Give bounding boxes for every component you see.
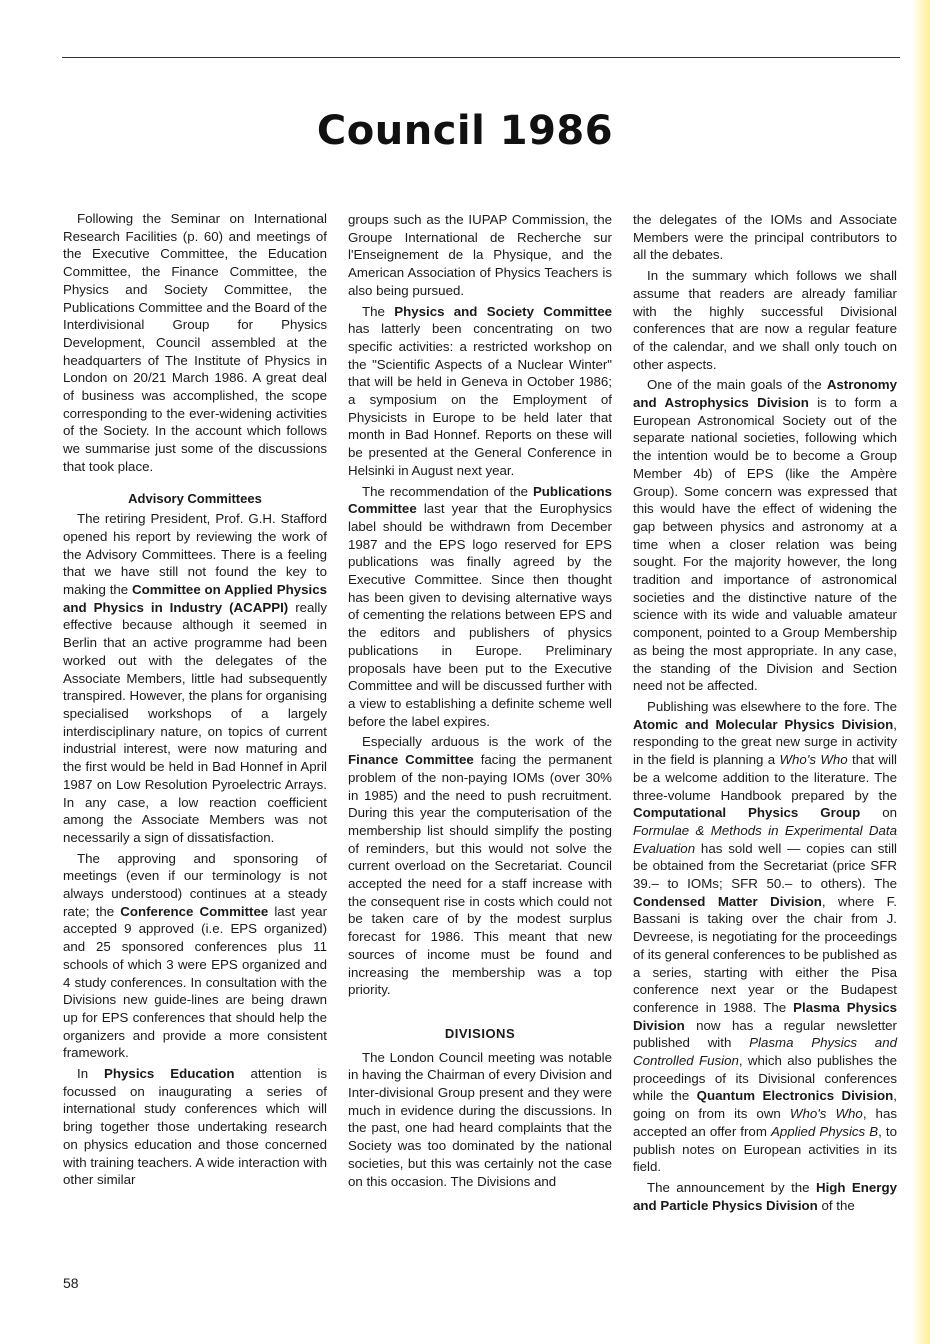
column-3 (633, 211, 897, 1217)
article-title: Council 1986 (316, 108, 614, 154)
paragraph: The approving and sponsoring of meetings (even if our terminology is not always understood) continues at a steady rate; the Conference Committee last year accepted 9 approved (i.e. EPS organized) and 25 sponsored conferences plus 11 schools of which 3 were EPS organized and 4 study conferences. In consultation with the Divisions new guide-lines are being drawn up for EPS conferences that should help the organizers and provide a more consistent framework. (63, 850, 327, 1061)
paragraph: The retiring President, Prof. G.H. Stafford opened his report by reviewing the work of the Advisory Committees. There is a feeling that we have still not found the key to making the Committee on Applied Physics and Physics in Industry (ACAPPI) really effective because although it seemed in Berlin that an active programme had been worked out with the delegates of the Associate Members, little had subsequently transpired. However, the plans for organising specialised workshops of a largely interdisciplinary nature, on topics of current industrial interest, were now maturing and the first would be held in Bad Honnef in April 1987 on Low Resolution Pyroelectric Arrays. In any case, a low reaction coefficient among the Associate Members was not necessarily a sign of dissatisfaction. (63, 511, 327, 845)
paragraph: groups such as the IUPAP Commission, the Groupe International de Recherche sur l'Enseignement de la Physique, and the American Association of Physics Teachers is also being pursued. (348, 212, 612, 298)
paragraph: The recommendation of the Publications Committee last year that the Europhysics label should be withdrawn from December 1987 and the EPS logo reserved for EPS publications was finally agreed by the Executive Committee. Since then thought has been given to devising alternative ways of cementing the relations between EPS and the editors and publishers of physics publications in Europe. Preliminary proposals have been put to the Executive Committee and will be discussed further with a view to establishing a definite scheme well before the label expires. (348, 483, 612, 729)
column-1 (63, 210, 327, 1192)
page-number: 58 (63, 1275, 79, 1291)
paragraph: Publishing was elsewhere to the fore. The Atomic and Molecular Physics Division, responding to the great new surge in activity in the field is planning a Who's Who that will be a welcome addition to the literature. The three-volume Handbook prepared by the Computational Physics Group on Formulae & Methods in Experimental Data Evaluation has sold well — copies can still be obtained from the Secretariat (price SFR 39.– to IOMs; SFR 50.– to others). The Condensed Matter Division, where F. Bassani is taking over the chair from J. Devreese, is negotiating for the proceedings of its general conferences to be published as a series, starting with either the Pisa conference next year or the Budapest conference in 1988. The Plasma Physics Division now has a regular newsletter published with Plasma Physics and Controlled Fusion, which also publishes the proceedings of its Divisional conferences while the Quantum Electronics Division, going on from its own Who's Who, has accepted an offer from Applied Physics B, to publish notes on European activities in its field. (633, 698, 897, 1175)
paragraph: Especially arduous is the work of the Finance Committee facing the permanent problem of the non-paying IOMs (over 30% in 1985) and the need to push recruitment. During this year the computerisation of the membership list should simplify the posting of reminders, but this would not solve the current overload on the Secretariat. Council accepted the need for a staff increase with the consequent rise in costs which could not be taken care of by the modest surplus forecast for 1986. This meant that new sources of income must be found and increasing the membership was a top priority. (348, 734, 613, 998)
top-rule (62, 57, 900, 58)
paragraph: One of the main goals of the Astronomy and Astrophysics Division is to form a European Astronomical Society out of the separate national societies, following which the intention would be to become a Group Member 4b) of EPS (like the Ampère Group). Some concern was expressed that this would have the effect of widening the gap between physics and astronomy at a time when a closer relation was being sought. For the majority however, the long tradition and importance of astronomical societies and the distinctive nature of the science with its wide and valuable amateur component, pointed to a Group Membership as being the most appropriate. In any case, the standing of the Division and Section need not be affected. (633, 377, 897, 694)
paragraph: the delegates of the IOMs and Associate Members were the principal contributors to all the debates. (633, 212, 897, 263)
paragraph: The Physics and Society Committee has latterly been concentrating on two specific activities: a restricted workshop on the "Scientific Aspects of a Nuclear Winter" that will be held in Geneva in October 1986; a symposium on the Employment of Physicists in Europe to be held later that month in Bad Honnef. Reports on these will be presented at the General Conference in Helsinki in August next year. (348, 303, 613, 478)
column-2 (348, 211, 612, 1193)
section-heading: DIVISIONS (444, 1025, 516, 1041)
paragraph: Following the Seminar on International Research Facilities (p. 60) and meetings of the Executive Committee, the Education Committee, the Finance Committee, the Physics and Society Committee, the Publications Committee and the Board of the Interdivisional Group for Physics Development, Council assembled at the headquarters of The Institute of Physics in London on 20/21 March 1986. A great deal of business was accomplished, the scope corresponding to the ever-widening activities of the Society. In the account which follows we summarise just some of the discussions that took place. (63, 211, 327, 474)
paragraph: The announcement by the High Energy and Particle Physics Division of the (633, 1179, 897, 1213)
paragraph: In the summary which follows we shall assume that readers are already familiar with the highly successful Divisional conferences that are now a regular feature of the calendar, and we shall only touch on other aspects. (633, 268, 897, 372)
paragraph: The London Council meeting was notable in having the Chairman of every Division and Inter-divisional Group present and they were much in evidence during the discussions. In the past, one had heard complaints that the Society was too dominated by the national societies, but this was certainly not the case on this occasion. The Divisions and (348, 1049, 612, 1189)
page-edge-highlight (912, 0, 930, 1344)
paragraph: In Physics Education attention is focussed on inaugurating a series of international study conferences which will bring together those undertaking research on physics education and those concerned with training teachers. A wide interaction with other similar (63, 1066, 327, 1188)
section-heading: Advisory Committees (128, 490, 262, 506)
